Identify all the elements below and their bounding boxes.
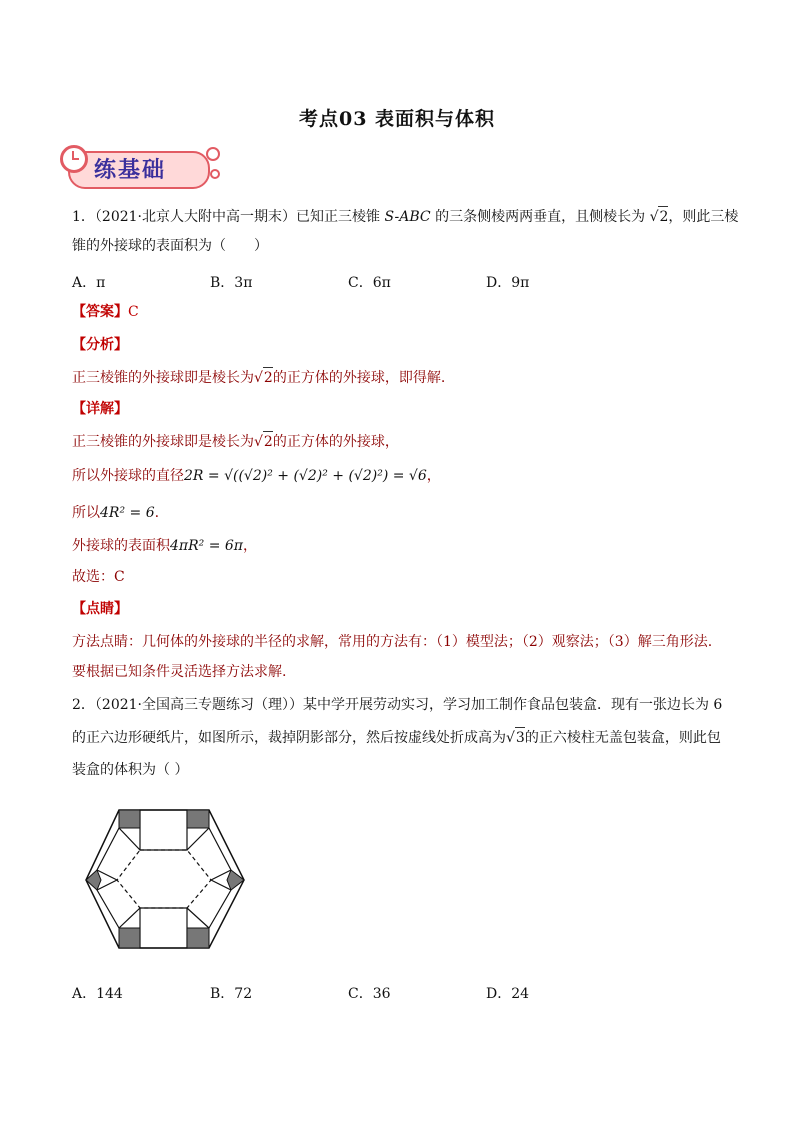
q2-text: 的正六边形硬纸片，如图所示，裁掉阴影部分，然后按虚线处折成高为	[72, 730, 506, 746]
detail-text: 所以外接球的直径	[72, 468, 184, 484]
q1-option-b[interactable]: B．3π	[210, 275, 253, 291]
inner-dashed-hexagon	[117, 850, 211, 908]
diameter-formula: 2R = √((√2)² + (√2)² + (√2)²) = √6	[184, 468, 427, 484]
q1-text: 1．（2021·北京人大附中高一期末）已知正三棱锥	[72, 209, 385, 225]
q1-option-c[interactable]: C．6π	[348, 275, 391, 291]
q2-option-b[interactable]: B．72	[210, 986, 253, 1002]
answer-line	[72, 302, 139, 322]
points-line1: 方法点睛：几何体的外接球的半径的求解，常用的方法有：（1）模型法；（2）观察法；（3）解三角形法.	[72, 634, 713, 650]
shaded-corner	[187, 810, 209, 828]
shaded-corner	[86, 870, 101, 890]
section-banner	[60, 145, 220, 189]
q2-option-c[interactable]: C．36	[348, 986, 391, 1002]
q2-text: 的正六棱柱无盖包装盒，则此包	[524, 730, 721, 746]
shaded-corner	[119, 810, 140, 828]
fold-line	[119, 828, 140, 850]
detail-line2	[72, 466, 441, 486]
analysis-label	[72, 335, 128, 355]
q2-line1: 2．（2021·全国高三专题练习（理））某中学开展劳动实习，学习加工制作食品包装盒．现有一张边长为 6	[72, 697, 723, 713]
q1-option-d[interactable]: D．9π	[486, 275, 530, 291]
q2-line2: 的正六边形硬纸片，如图所示，裁掉阴影部分，然后按虚线处折成高为√3的正六棱柱无盖包装盒，则此包	[72, 727, 721, 748]
q1-line2: 锥的外接球的表面积为（ ）	[72, 238, 268, 254]
detail-label	[72, 399, 128, 419]
detail-line4	[72, 536, 257, 556]
sqrt-value: 2	[263, 367, 273, 388]
shaded-corner	[187, 928, 209, 948]
q2-option-a[interactable]: A．144	[72, 986, 123, 1002]
fold-line	[187, 828, 209, 850]
bubble-decoration	[210, 169, 220, 179]
detail-text: 正三棱锥的外接球即是棱长为	[72, 434, 254, 450]
banner-label: 练基础	[94, 158, 167, 183]
sqrt-value: 2	[263, 431, 273, 452]
sqrt-value: 3	[515, 727, 525, 748]
q2-line3: 装盒的体积为（ ）	[72, 762, 189, 778]
fold-line	[209, 890, 231, 928]
q1-option-a[interactable]: A．π	[72, 275, 106, 291]
points-tag: 【点睛】	[72, 601, 128, 617]
answer-label: 【答案】	[72, 304, 128, 320]
fold-line	[119, 908, 140, 928]
area-formula: 4πR² = 6π	[170, 538, 244, 554]
sqrt-value: 2	[658, 206, 668, 227]
points-line2: 要根据已知条件灵活选择方法求解.	[72, 664, 287, 680]
analysis-text-b: 的正方体的外接球，即得解.	[272, 370, 446, 386]
detail-line3	[72, 503, 159, 523]
detail-line5: 故选：C	[72, 569, 125, 585]
detail-text: 的正方体的外接球，	[272, 434, 399, 450]
answer-value: C	[128, 304, 139, 320]
outer-hexagon	[86, 810, 244, 948]
page-title: 考点03 表面积与体积	[298, 108, 496, 130]
fold-line	[187, 908, 209, 928]
q1-text: ，则此三棱	[668, 209, 739, 225]
detail-line1: 正三棱锥的外接球即是棱长为√2的正方体的外接球，	[72, 431, 399, 452]
analysis-tag: 【分析】	[72, 337, 128, 353]
analysis-text-a: 正三棱锥的外接球即是棱长为	[72, 370, 254, 386]
fold-panel	[140, 810, 187, 850]
hexagon-figure	[82, 808, 248, 952]
clock-icon	[60, 145, 88, 173]
detail-text: 外接球的表面积	[72, 538, 170, 554]
q1-line1: 1．（2021·北京人大附中高一期末）已知正三棱锥 S-ABC 的三条侧棱两两垂直，且侧棱长为 √2，则此三棱	[72, 206, 738, 227]
analysis-text: 正三棱锥的外接球即是棱长为√2的正方体的外接球，即得解.	[72, 367, 445, 388]
q1-text: 的三条侧棱两两垂直，且侧棱长为	[430, 209, 650, 225]
q1-math: S-ABC	[384, 209, 431, 225]
shaded-corner	[227, 870, 244, 890]
fold-panel	[140, 908, 187, 948]
bubble-decoration	[206, 147, 220, 161]
detail-text: 所以	[72, 505, 100, 521]
detail-text: ，	[243, 538, 258, 554]
points-label	[72, 599, 128, 619]
q2-option-d[interactable]: D．24	[486, 986, 530, 1002]
detail-text: .	[154, 505, 160, 521]
shaded-corner	[119, 928, 140, 948]
detail-text: ，	[426, 468, 441, 484]
detail-tag: 【详解】	[72, 401, 128, 417]
radius-formula: 4R² = 6	[100, 505, 155, 521]
